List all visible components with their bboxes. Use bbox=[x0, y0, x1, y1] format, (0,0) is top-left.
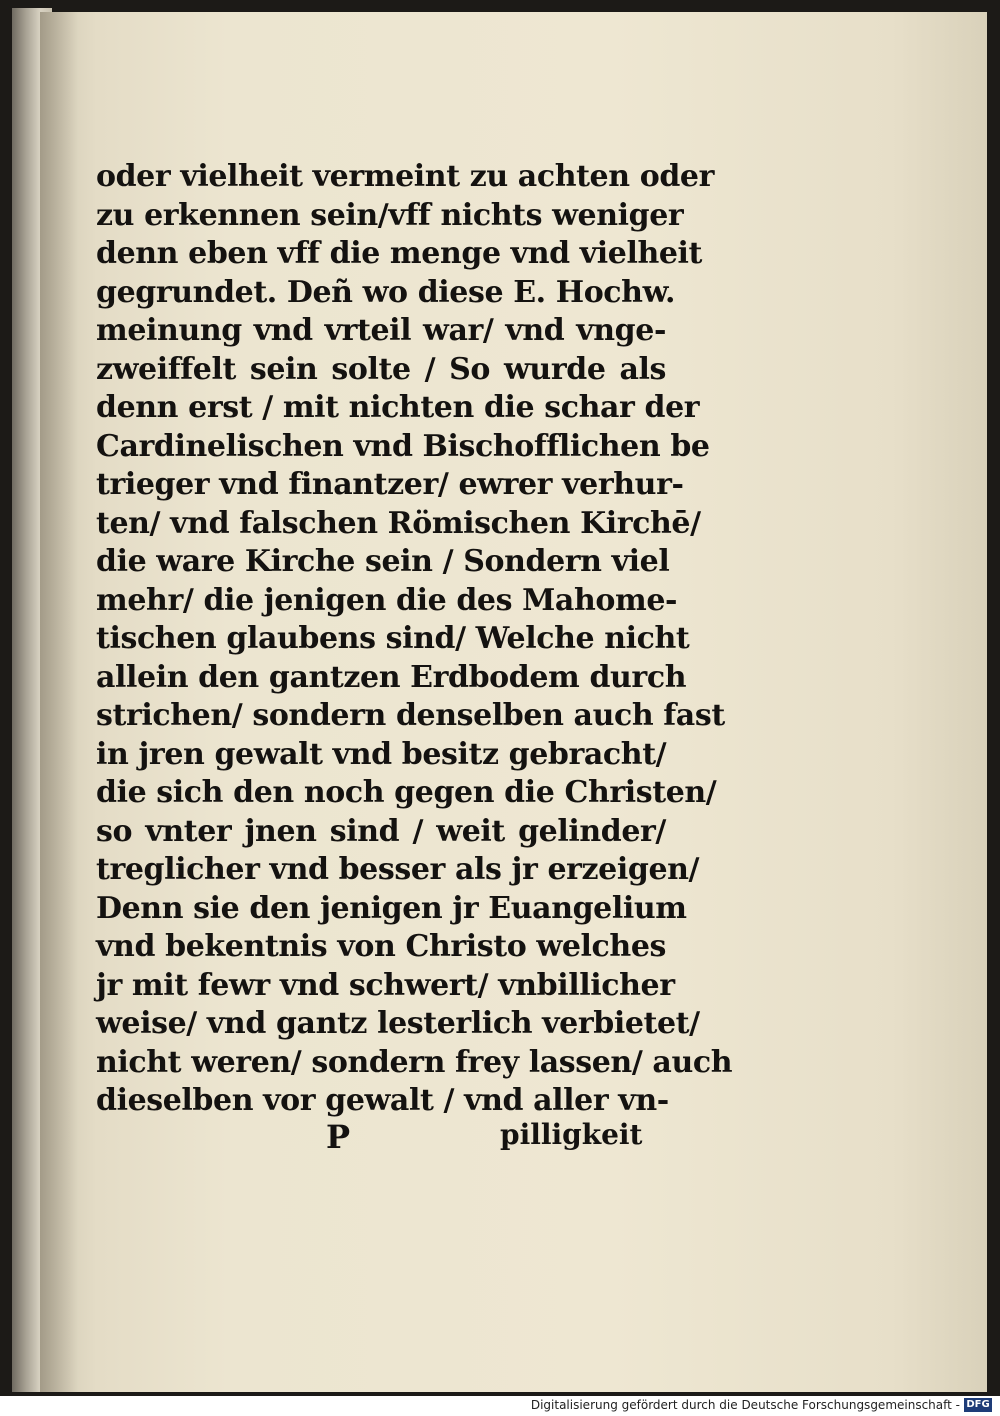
text-line: dieselben vor gewalt / vnd aller vn- bbox=[96, 1083, 669, 1118]
text-line: Cardinelischen vnd Bischofflichen be bbox=[96, 428, 710, 464]
text-line: so vnter jnen sind / weit gelinder/ bbox=[96, 813, 666, 849]
text-line: meinung vnd vrteil war/ vnd vnge- bbox=[96, 313, 666, 348]
text-line: vnd bekentnis von Christo welches bbox=[96, 929, 666, 964]
text-line: trieger vnd finantzer/ ewrer verhur- bbox=[96, 467, 684, 502]
text-line: ten/ vnd falschen Römischen Kirchē/ bbox=[96, 505, 701, 541]
text-line: tischen glaubens sind/ Welche nicht bbox=[96, 621, 690, 656]
text-line: Denn sie den jenigen jr Euangelium bbox=[96, 890, 687, 926]
text-line: die sich den noch gegen die Christen/ bbox=[96, 775, 717, 810]
text-line: denn erst / mit nichten die schar der bbox=[96, 390, 700, 425]
signature-mark: P bbox=[326, 1118, 351, 1156]
text-block bbox=[96, 158, 733, 1121]
text-line: treglicher vnd besser als jr erzeigen/ bbox=[96, 852, 700, 887]
text-line: mehr/ die jenigen die des Mahome- bbox=[96, 582, 678, 618]
text-line: strichen/ sondern denselben auch fast bbox=[96, 698, 725, 733]
digitization-credit: Digitalisierung gefördert durch die Deutsche Forschungsgemeinschaft - bbox=[530, 1398, 960, 1412]
text-line: jr mit fewr vnd schwert/ vnbillicher bbox=[96, 967, 675, 1003]
text-line: denn eben vff die menge vnd vielheit bbox=[96, 236, 703, 271]
binding-shadow bbox=[40, 12, 78, 1392]
text-line: in jren gewalt vnd besitz gebracht/ bbox=[96, 736, 667, 772]
dfg-logo: DFG bbox=[964, 1398, 992, 1412]
text-line: zweiffelt sein solte / So wurde als bbox=[96, 351, 666, 387]
text-line: zu erkennen sein/vff nichts weniger bbox=[96, 197, 684, 233]
text-line: die ware Kirche sein / Sondern viel bbox=[96, 544, 670, 579]
text-line: oder vielheit vermeint zu achten oder bbox=[96, 159, 714, 194]
catchword: pilligkeit bbox=[500, 1118, 643, 1151]
footer-bar bbox=[0, 1396, 1000, 1416]
text-line: allein den gantzen Erdbodem durch bbox=[96, 659, 687, 695]
text-line: nicht weren/ sondern frey lassen/ auch bbox=[96, 1044, 733, 1080]
text-line: weise/ vnd gantz lesterlich verbietet/ bbox=[96, 1006, 700, 1041]
text-line: gegrundet. Deñ wo diese E. Hochw. bbox=[96, 274, 676, 310]
